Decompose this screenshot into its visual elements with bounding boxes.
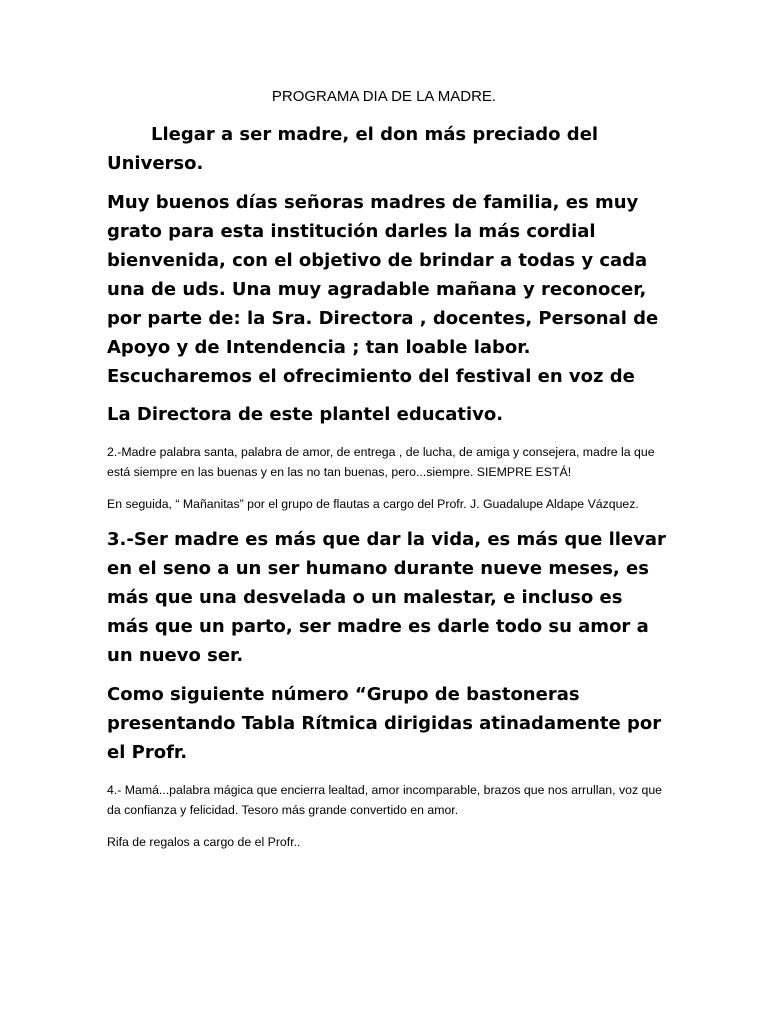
paragraph-4: 4.- Mamá...palabra mágica que encierra lealtad, amor incomparable, brazos que nos arrullan, voz que da confianza y felicidad. Tesoro más grande convertido en amor.	[107, 783, 663, 817]
welcome-paragraph: Muy buenos días señoras madres de familia, es muy grato para esta institución darles la más cordial bienvenida, con el objetivo de brindar a todas y cada una de uds. Una muy agradable mañana y reconocer, por parte de: la Sra. Directora , docentes, Personal de Apoyo y de Intendencia ; tan loable labor. Escucharemos el ofrecimiento del festival en voz de	[107, 192, 659, 387]
mananitas-line: En seguida, “ Mañanitas” por el grupo de flautas a cargo del Profr. J. Guadalupe Aldape Vázquez.	[107, 497, 639, 511]
bastoneras-paragraph: Como siguiente número “Grupo de bastoneras presentando Tabla Rítmica dirigidas atinadamente por el Profr.	[107, 684, 662, 763]
document-title: PROGRAMA DIA DE LA MADRE.	[271, 88, 497, 105]
rifa-line: Rifa de regalos a cargo de el Profr..	[107, 835, 301, 849]
intro-heading: Llegar a ser madre, el don más preciado del Universo.	[107, 124, 599, 174]
paragraph-3: 3.-Ser madre es más que dar la vida, es más que llevar en el seno a un ser humano durante nueve meses, es más que una desvelada o un malestar, e incluso es más que un parto, ser madre es darle todo su amor a un nuevo ser.	[107, 529, 666, 666]
director-line: La Directora de este plantel educativo.	[107, 404, 504, 425]
paragraph-2: 2.-Madre palabra santa, palabra de amor, de entrega , de lucha, de amiga y consejera, madre la que está siempre en las buenas y en las no tan buenas, pero...siempre. SIEMPRE ESTÁ!	[107, 445, 655, 479]
